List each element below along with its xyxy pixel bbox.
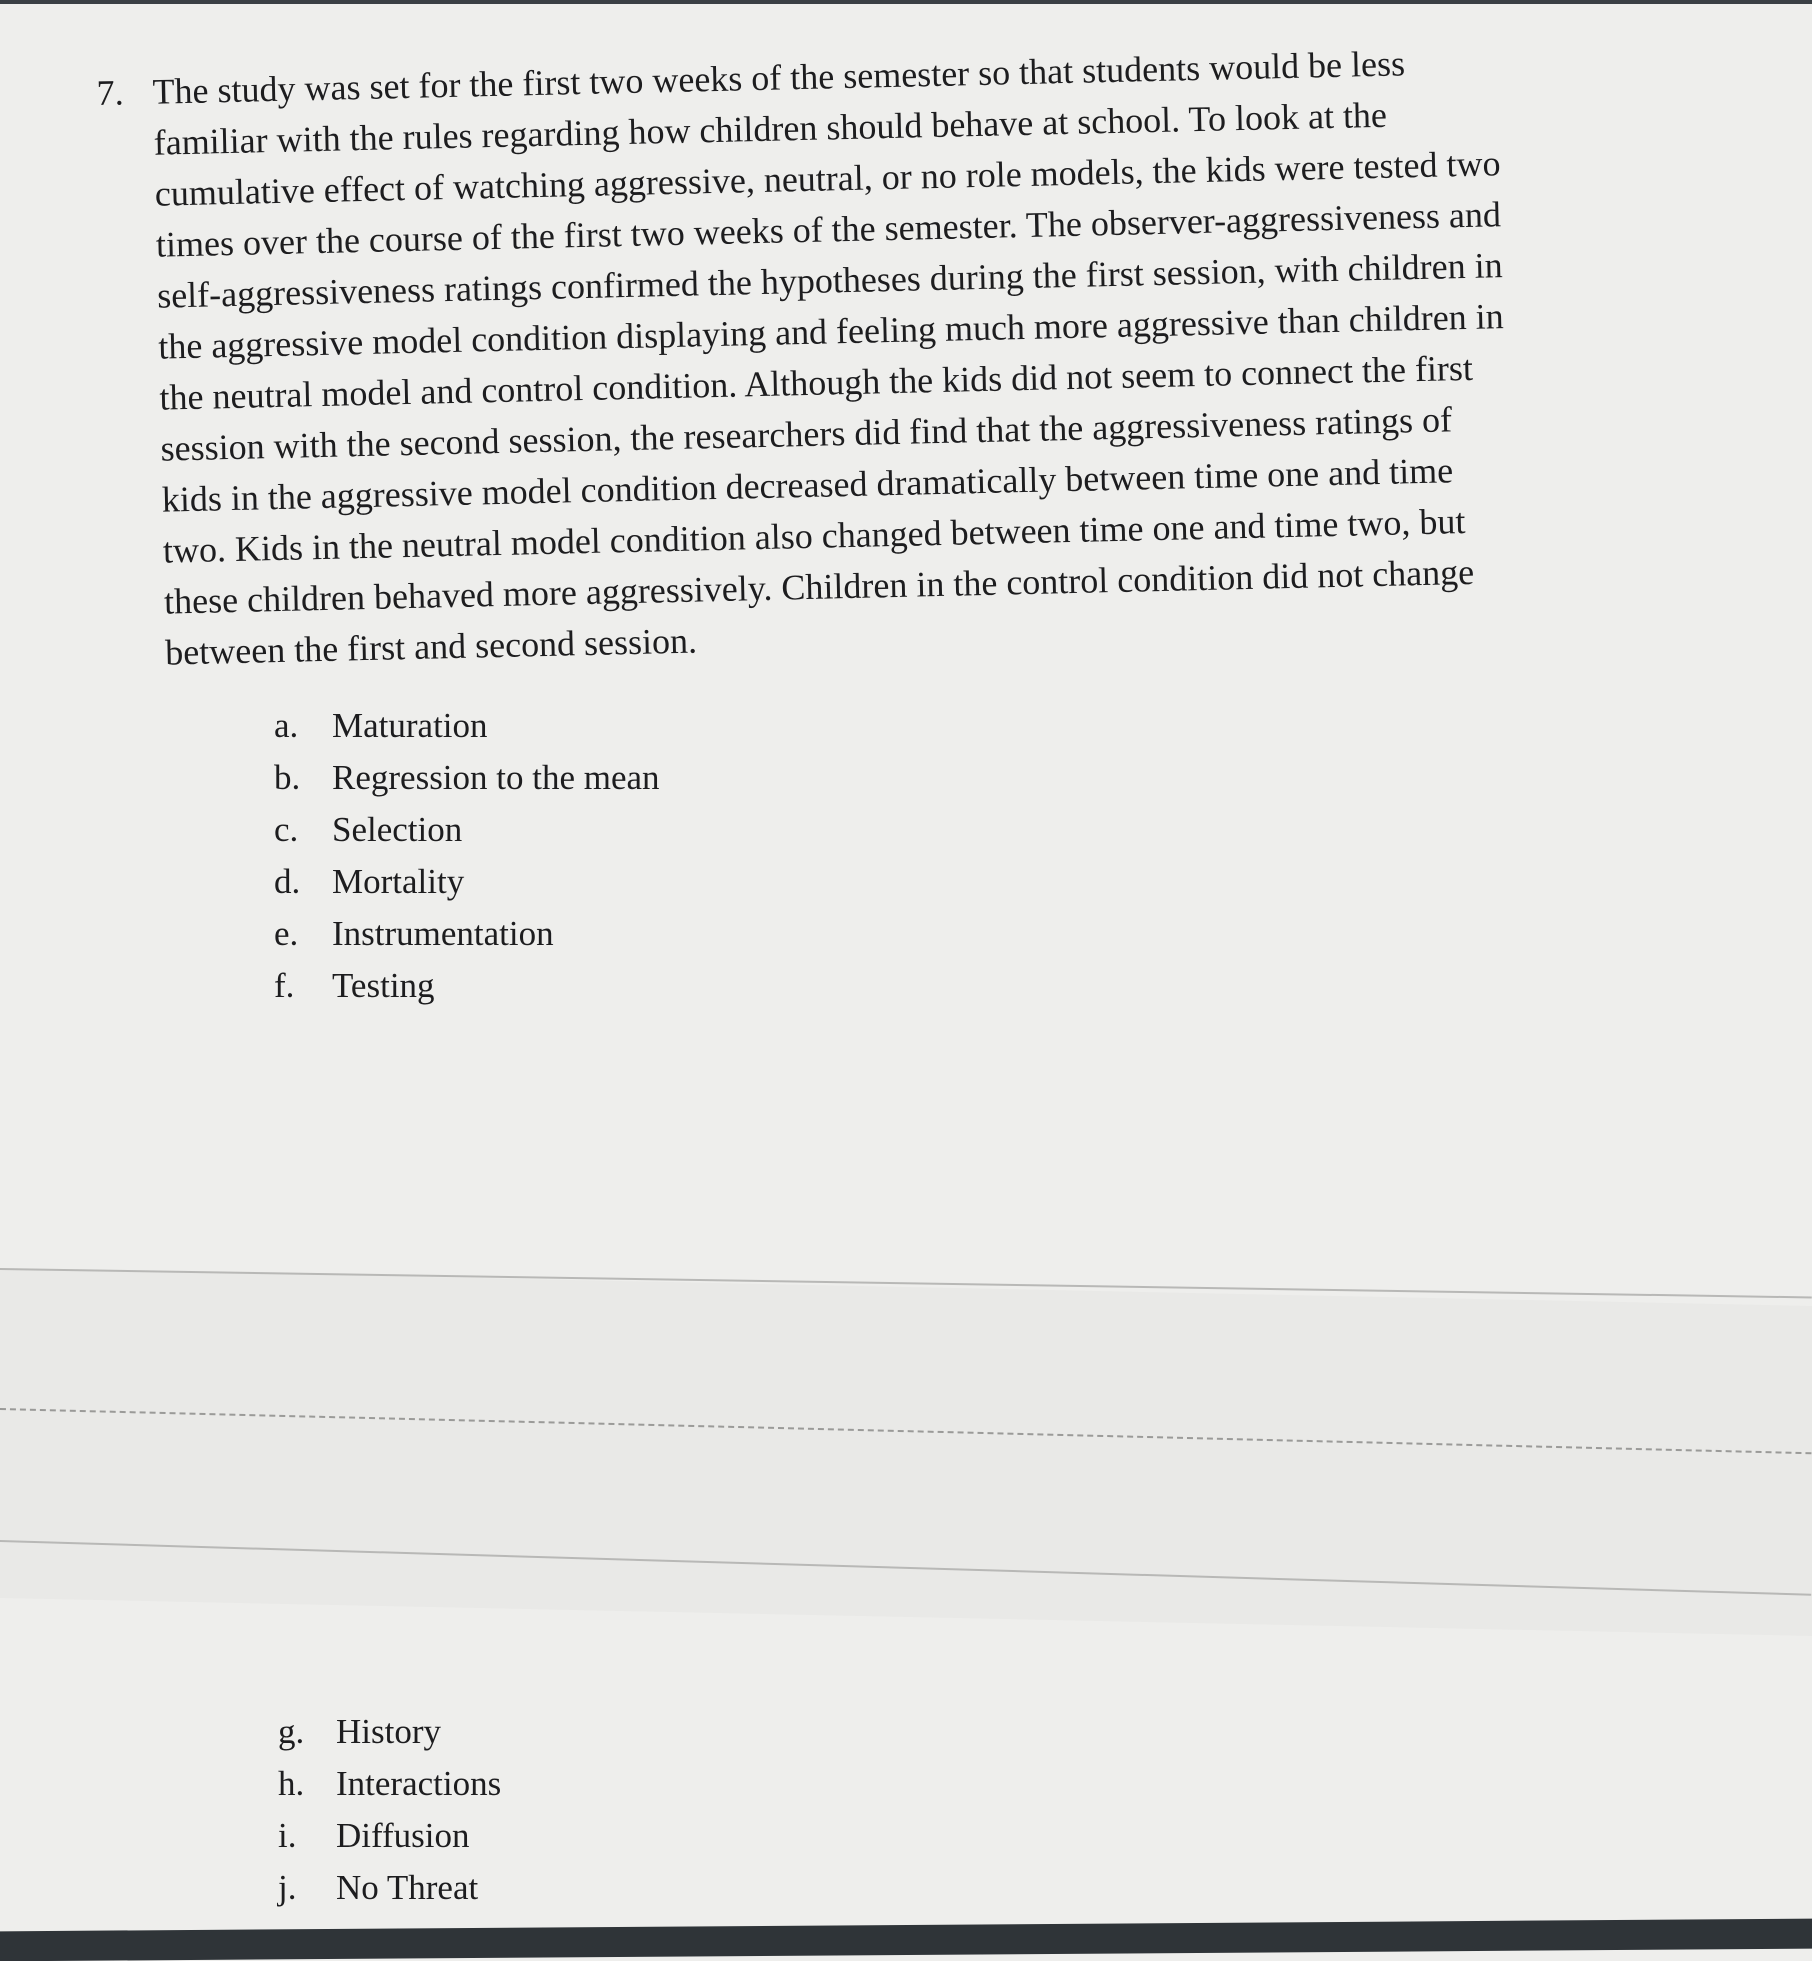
option-history[interactable] [278, 1706, 501, 1758]
option-letter: c. [274, 810, 299, 849]
option-letter: h. [278, 1764, 305, 1803]
question-line: two. Kids in the neutral model condition also changed between time one and time two, but [162, 501, 1466, 571]
option-maturation[interactable] [274, 700, 660, 752]
option-instrumentation[interactable] [274, 908, 660, 960]
question-line: the aggressive model condition displaying and feeling much more aggressive than children in [157, 296, 1505, 367]
option-letter: g. [278, 1712, 305, 1751]
option-label: Mortality [332, 862, 465, 901]
option-regression[interactable] [274, 752, 660, 804]
question-line: between the first and second session. [164, 620, 698, 673]
question-line: The study was set for the first two weeks of the semester so that students would be less [152, 43, 1406, 112]
question-text [152, 36, 1511, 678]
option-mortality[interactable] [274, 856, 660, 908]
option-letter: d. [274, 862, 301, 901]
option-testing[interactable] [274, 960, 660, 1012]
option-label: Interactions [336, 1764, 502, 1803]
option-label: Diffusion [336, 1816, 470, 1855]
option-label: Instrumentation [332, 914, 554, 953]
option-letter: b. [274, 758, 301, 797]
answer-options-first [274, 700, 660, 1012]
question-line: the neutral model and control condition. Although the kids did not seem to connect the first [159, 347, 1474, 418]
screen-top-edge [0, 0, 1812, 4]
question-line: self-aggressiveness ratings confirmed the hypotheses during the first session, with children in [156, 245, 1504, 316]
option-label: Selection [332, 810, 463, 849]
option-letter: j. [278, 1868, 297, 1907]
option-letter: f. [274, 966, 295, 1005]
question-line: session with the second session, the researchers did find that the aggressiveness ratings of [160, 399, 1453, 469]
question-line: cumulative effect of watching aggressive, neutral, or no role models, the kids were tested two [154, 143, 1501, 214]
option-label: Maturation [332, 706, 488, 745]
question-number: 7. [96, 72, 125, 113]
question-line: kids in the aggressive model condition decreased dramatically between time one and time [161, 450, 1454, 520]
option-label: No Threat [336, 1868, 479, 1907]
question-line: times over the course of the first two weeks of the semester. The observer-aggressiveness and [155, 194, 1502, 265]
answer-options-second [278, 1706, 501, 1914]
page-break-band [0, 1268, 1812, 1636]
option-interactions[interactable] [278, 1758, 501, 1810]
option-letter: e. [274, 914, 299, 953]
option-label: History [336, 1712, 441, 1751]
option-diffusion[interactable] [278, 1810, 501, 1862]
option-letter: i. [278, 1816, 297, 1855]
question-line: these children behaved more aggressively. Children in the control condition did not change [163, 551, 1475, 622]
option-selection[interactable] [274, 804, 660, 856]
option-label: Testing [332, 966, 435, 1005]
option-letter: a. [274, 706, 299, 745]
screen-bottom-edge [0, 1919, 1812, 1961]
option-no-threat[interactable] [278, 1862, 501, 1914]
question-line: familiar with the rules regarding how children should behave at school. To look at the [153, 94, 1388, 163]
option-label: Regression to the mean [332, 758, 660, 797]
question-7 [96, 31, 1736, 673]
